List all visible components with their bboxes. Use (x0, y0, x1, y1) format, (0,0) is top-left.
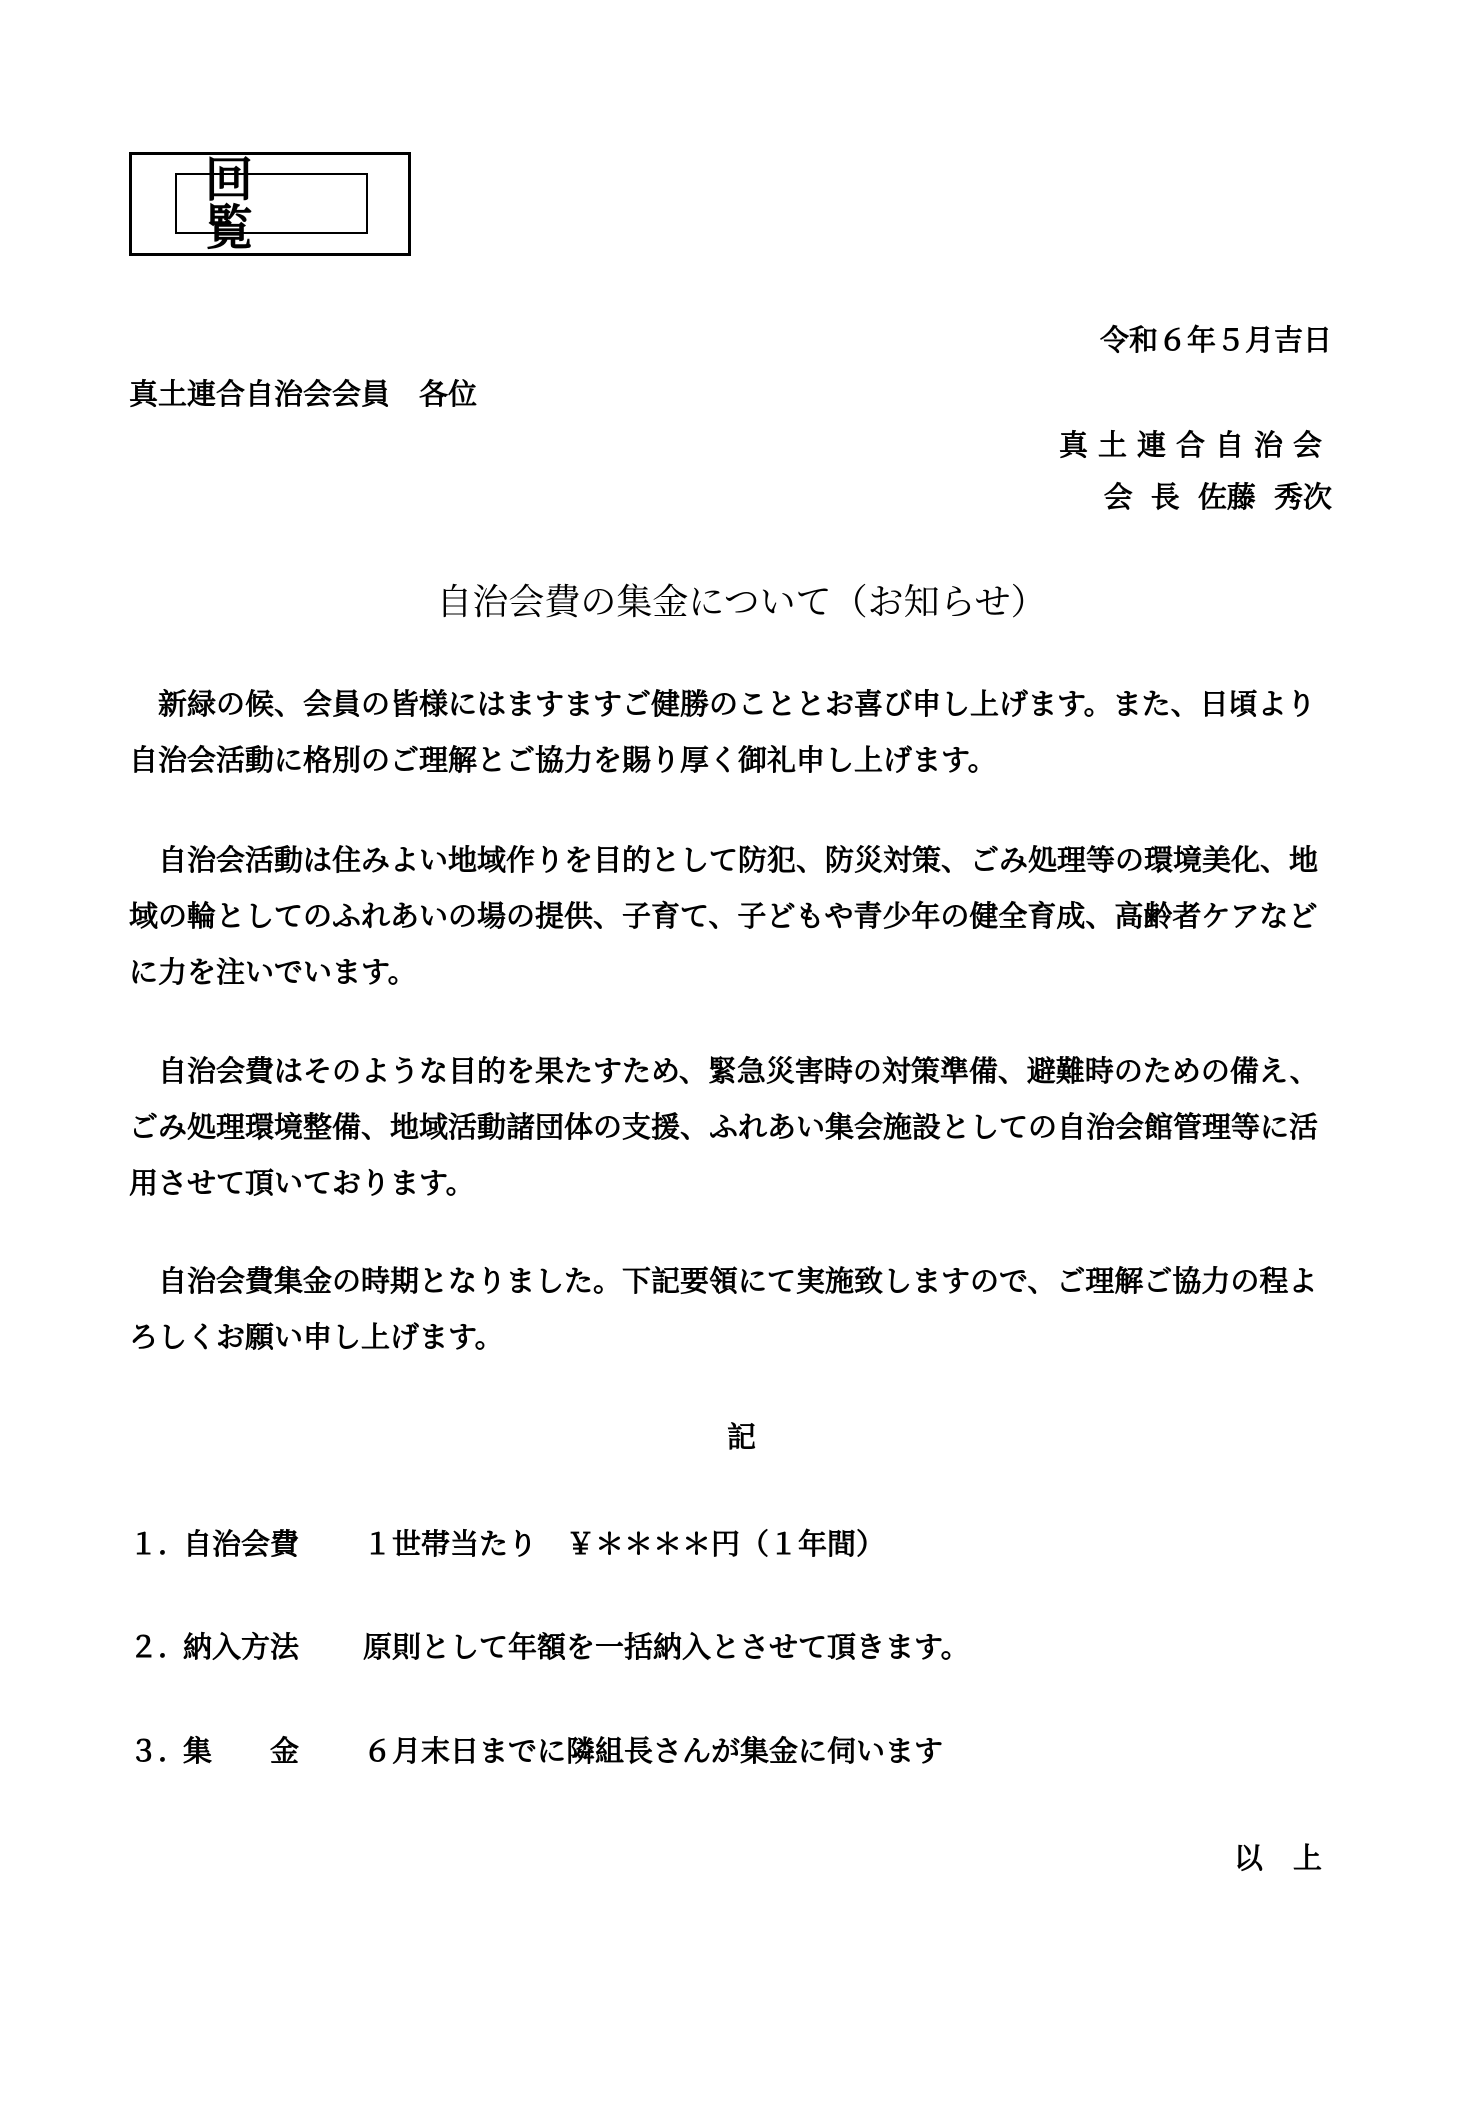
list-item-fee (129, 1522, 885, 1563)
kairan-stamp-box (129, 152, 411, 256)
issue-date: 令和６年５月吉日 (1099, 323, 1332, 357)
ki-heading: 記 (726, 1420, 756, 1454)
item-value: 原則として年額を一括納入とさせて頂きます。 (363, 1630, 970, 1664)
body-paragraph-greeting: 新緑の候、会員の皆様にはますますご健勝のこととお喜び申し上げます。また、日頃より自治会活動に格別のご理解とご協力を賜り厚く御礼申し上げます。 (129, 687, 1316, 777)
item-label: 集 金 (183, 1734, 300, 1768)
item-value: １世帯当たり ￥＊＊＊＊円（１年間） (363, 1527, 886, 1561)
item-number: ３． (129, 1734, 188, 1768)
item-number: ２． (129, 1630, 188, 1664)
recipient-line: 真土連合自治会会員 各位 (129, 377, 478, 411)
item-label: 自治会費 (183, 1527, 300, 1561)
body-paragraph-request: 自治会費集金の時期となりました。下記要領にて実施致しますので、ご理解ご協力の程よろしくお願い申し上げます。 (129, 1264, 1318, 1354)
body-paragraph-activities: 自治会活動は住みよい地域作りを目的として防犯、防災対策、ごみ処理等の環境美化、地域の輪としてのふれあいの場の提供、子育て、子どもや青少年の健全育成、高齢者ケアなどに力を注いでいます。 (129, 843, 1319, 989)
item-number: １． (129, 1527, 188, 1561)
notice-title: 自治会費の集金について（お知らせ） (436, 582, 1047, 623)
list-item-payment-method (129, 1625, 970, 1666)
sender-organization: 真土連合自治会 (1058, 428, 1332, 462)
list-item-collection (129, 1729, 943, 1770)
body-paragraph-fee-usage: 自治会費はそのような目的を果たすため、緊急災害時の対策準備、避難時のための備え、ごみ処理環境整備、地域活動諸団体の支援、ふれあい集会施設としての自治会館管理等に活用させて頂いております。 (129, 1054, 1319, 1200)
sender-signer: 会 長 佐藤 秀次 (1103, 480, 1332, 514)
item-label: 納入方法 (183, 1630, 300, 1664)
item-value: ６月末日までに隣組長さんが集金に伺います (363, 1734, 944, 1768)
kairan-stamp-label: 回 覧 (175, 173, 368, 234)
closing-mark: 以 上 (1233, 1841, 1332, 1875)
